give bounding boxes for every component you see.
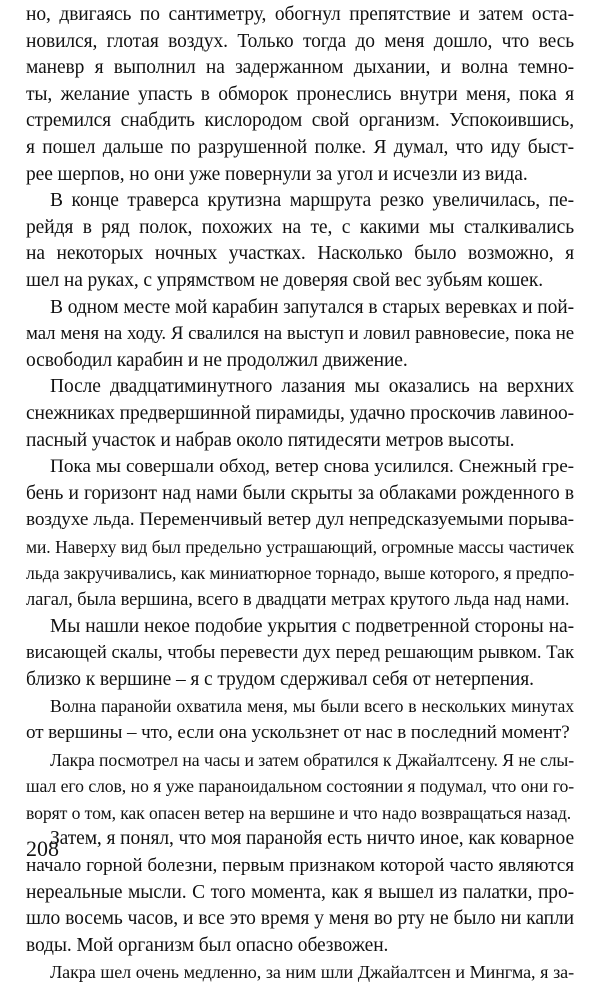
text-line: Мы нашли некое подобие укрытия с подветренной стороны на- xyxy=(50,615,574,637)
text-line: ми. Наверху вид был предельно устрашающий, огромные массы частичек xyxy=(26,536,574,557)
text-line: Пока мы совершали обход, ветер снова усилился. Снежный гре- xyxy=(50,456,574,478)
text-line: Лакра посмотрел на часы и затем обратился к Джайалтсену. Я не слы- xyxy=(50,749,574,770)
text-line: шал его слов, но я уже параноидальном состоянии я подумал, что они го- xyxy=(26,776,574,797)
text-line: от вершины – что, если она ускользнет от нас в последний момент? xyxy=(26,722,570,744)
text-line: льда закручивались, как миниатюрное торнадо, выше которого, я предпо- xyxy=(26,563,575,584)
text-line: но, двигаясь по сантиметру, обогнул препятствие и затем оста- xyxy=(26,4,574,25)
text-line: бень и горизонт над нами были скрыты за облаками рожденного в xyxy=(26,482,574,504)
text-line: После двадцатиминутного лазания мы оказались на верхних xyxy=(50,376,574,398)
text-line: начало горной болезни, первым признаком которой часто являются xyxy=(26,855,574,876)
text-line: новился, глотая воздух. Только тогда до меня дошло, что весь xyxy=(26,30,574,52)
text-line: ворят о том, как опасен ветер на вершине и что надо возвращаться назад. xyxy=(26,802,572,823)
book-page xyxy=(26,0,575,983)
text-line: лагал, была вершина, всего в двадцати метрах крутого льда над нами. xyxy=(26,590,570,611)
text-line: Лакра шел очень медленно, за ним шли Джайалтсен и Мингма, я за- xyxy=(50,962,574,983)
page-number: 208 xyxy=(26,836,59,861)
text-line: рее шерпов, но они уже повернули за угол и исчезли из вида. xyxy=(26,163,528,185)
text-line: нереальные мысли. С того момента, как я вышел из палатки, про- xyxy=(26,881,574,903)
text-line: мал меня на ходу. Я свалился на выступ и ловил равновесие, пока не xyxy=(26,323,574,345)
text-line: В одном месте мой карабин запутался в старых веревках и пой- xyxy=(50,296,574,318)
text-line: Затем, я понял, что моя паранойя есть ничто иное, как коварное xyxy=(50,828,574,850)
text-line: шел на руках, с упрямством не доверяя свой вес зубьям кошек. xyxy=(26,269,543,291)
text-line: близко к вершине – я с трудом сдерживал себя от нетерпения. xyxy=(26,668,534,690)
text-line: на некоторых ночных участках. Насколько было возможно, я xyxy=(26,243,574,265)
text-line: В конце траверса крутизна маршрута резко увеличилась, пе- xyxy=(50,190,574,212)
text-line: я пошел дальше по разрушенной полке. Я думал, что иду быст- xyxy=(26,136,574,158)
body-text xyxy=(26,2,574,986)
text-line: Волна паранойи охватила меня, мы были всего в нескольких минутах xyxy=(50,696,574,717)
text-line: освободил карабин и не продолжил движение. xyxy=(26,349,408,371)
text-line: стремился снабдить кислородом свой организм. Успокоившись, xyxy=(26,110,574,132)
text-line: воды. Мой организм был опасно обезвожен. xyxy=(26,934,389,956)
text-line: шло восемь часов, и все это время у меня во рту не было ни капли xyxy=(26,908,574,930)
text-line: маневр я выполнил на задержанном дыхании, и волна темно- xyxy=(26,57,574,79)
text-line: висающей скалы, чтобы перевести дух перед решающим рывком. Так xyxy=(26,643,574,664)
text-line: снежниках предвершинной пирамиды, удачно проскочив лавиноо- xyxy=(26,402,574,424)
text-line: ты, желание упасть в обморок пронеслись внутри меня, пока я xyxy=(26,83,574,105)
text-line: рейдя в ряд полок, похожих на те, с какими мы сталкивались xyxy=(26,216,574,238)
text-line: пасный участок и набрав около пятидесяти метров высоты. xyxy=(26,429,515,451)
text-line: воздухе льда. Переменчивый ветер дул непредсказуемыми порыва- xyxy=(26,509,574,531)
